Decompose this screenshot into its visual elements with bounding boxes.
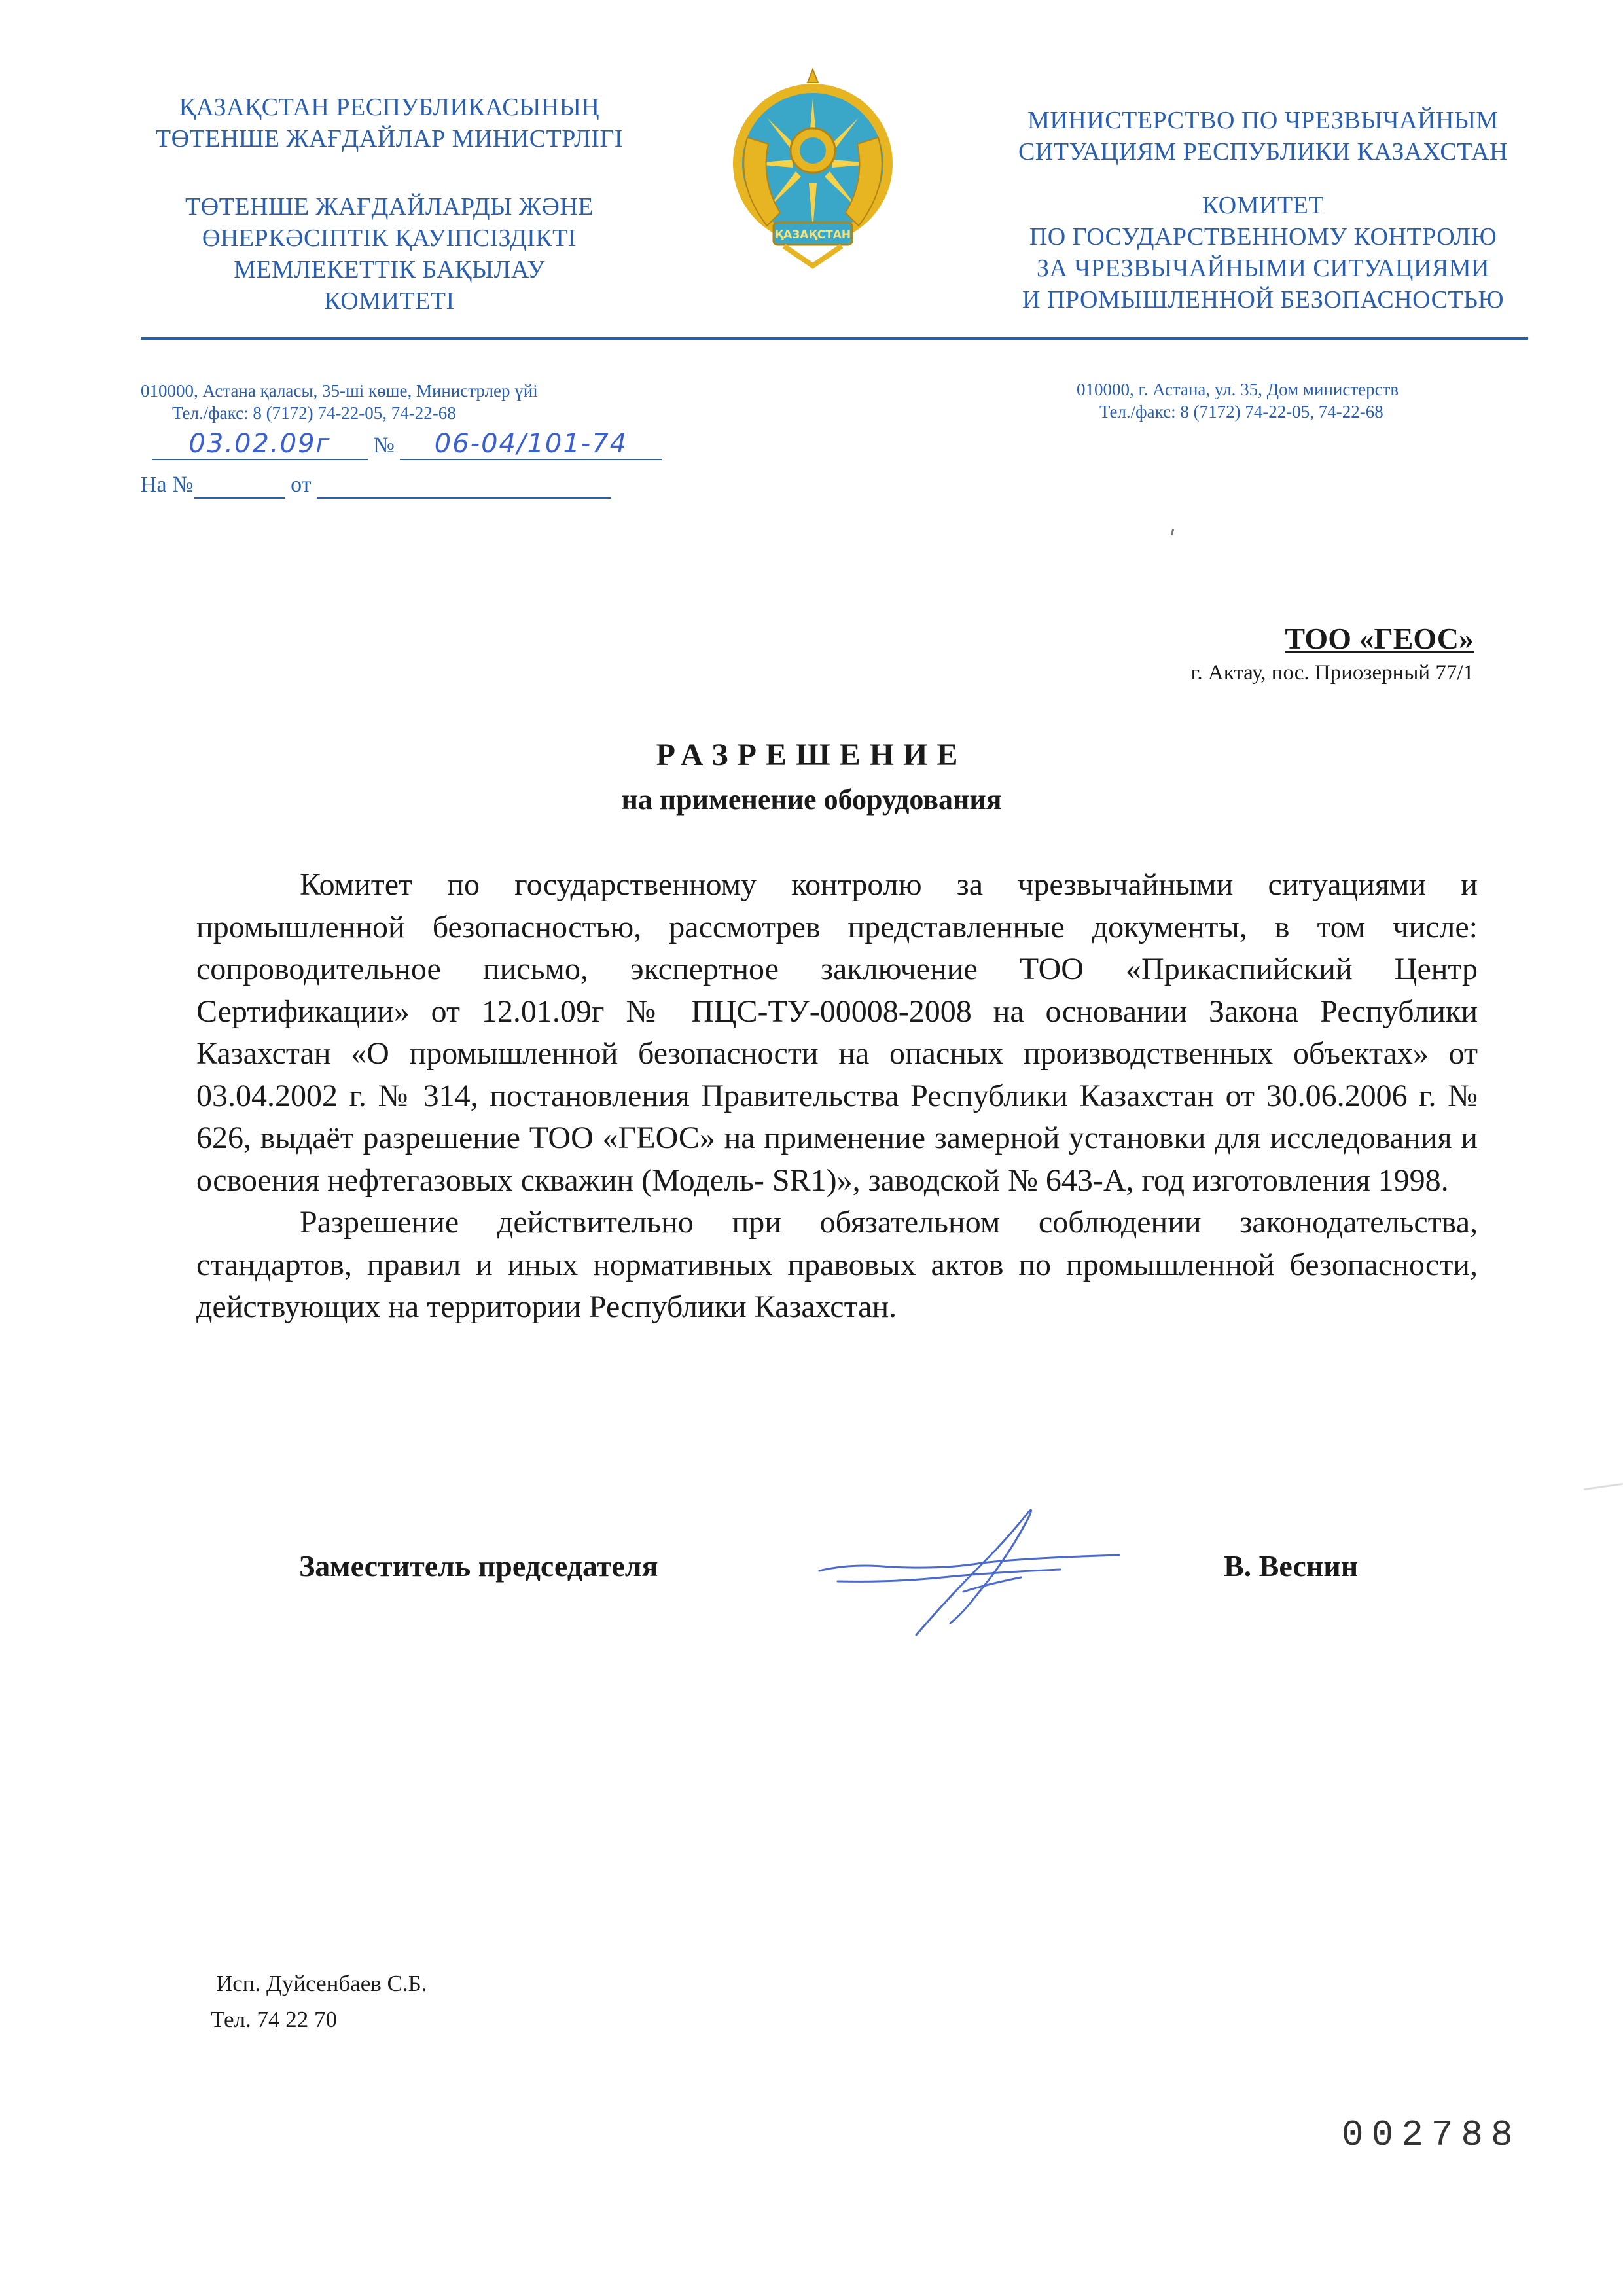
- header-left-committee-line: КОМИТЕТІ: [324, 287, 455, 315]
- document-title: РАЗРЕШЕНИЕ: [656, 738, 967, 772]
- registration-number-field: [400, 429, 662, 460]
- header-left-ministry-line: ҚАЗАҚСТАН РЕСПУБЛИКАСЫНЫҢ: [179, 94, 600, 121]
- header-left-committee-line: ӨНЕРКӘСІПТІК ҚАУІПСІЗДІКТІ: [202, 224, 577, 252]
- header-left-ministry: [118, 92, 661, 154]
- emblem-text: ҚАЗАҚСТАН: [774, 228, 851, 242]
- header-right-committee-line: ПО ГОСУДАРСТВЕННОМУ КОНТРОЛЮ: [1029, 223, 1497, 251]
- scan-edge-mark: [1584, 1483, 1623, 1490]
- serial-number: 002788: [1342, 2114, 1521, 2156]
- address-right-line1: 010000, г. Астана, ул. 35, Дом министерств: [1077, 380, 1399, 399]
- reference-number-blank: [194, 473, 285, 499]
- header-left-ministry-line: ТӨТЕНШЕ ЖАҒДАЙЛАР МИНИСТРЛІГІ: [155, 125, 624, 152]
- registration-date: 03.02.09г: [188, 429, 331, 459]
- header-left-committee-line: МЕМЛЕКЕТТІК БАҚЫЛАУ: [234, 256, 545, 283]
- header-right-committee-line: И ПРОМЫШЛЕННОЙ БЕЗОПАСНОСТЬЮ: [1022, 286, 1505, 314]
- recipient-block: [1191, 620, 1474, 687]
- signatory-position: Заместитель председателя: [299, 1549, 658, 1583]
- document-subtitle: на применение оборудования: [621, 783, 1002, 816]
- body-paragraph-1: Комитет по государственному контролю за чрезвычайными ситуациями и промышленной безопасностью, рассмотрев представленные документы, в том числе: сопроводительное письмо, экспертное заключение ТОО «Прикаспийский Центр Сертификации» от 12.01.09г № ПЦС-ТУ-00008-2008 на основании Закона Республики Казахстан «О промышленной безопасности на опасных производственных объектах» от 03.04.2002 г. № 314, постановления Правительства Республики Казахстан от 30.06.2006 г. № 626, выдаёт разрешение ТОО «ГЕОС» на применение замерной установки для исследования и освоения нефтегазовых скважин (Модель- SR1)», заводской № 643-А, год изготовления 1998.: [196, 867, 1478, 1198]
- header-right-ministry: [991, 105, 1535, 168]
- reference-date-blank: [317, 473, 611, 499]
- header-right-committee-line: ЗА ЧРЕЗВЫЧАЙНЫМИ СИТУАЦИЯМИ: [1037, 255, 1489, 282]
- address-right-line2: Тел./факс: 8 (7172) 74-22-05, 74-22-68: [1099, 402, 1383, 422]
- registration-number-sign: №: [373, 433, 395, 457]
- body-paragraph-2: Разрешение действительно при обязательном соблюдении законодательства, стандартов, правил и иных нормативных правовых актов по промышленной безопасности, действующих на территории Республики Казахстан.: [196, 1205, 1478, 1324]
- scan-speck: [1171, 529, 1174, 535]
- header-right-ministry-line: МИНИСТЕРСТВО ПО ЧРЕЗВЫЧАЙНЫМ: [1027, 107, 1499, 134]
- executor-name: Исп. Дуйсенбаев С.Б.: [216, 1971, 427, 1996]
- registration-outgoing: [152, 429, 662, 460]
- reference-label: На №: [141, 473, 194, 497]
- executor-phone: Тел. 74 22 70: [211, 2007, 338, 2032]
- address-right: [1077, 378, 1399, 423]
- signatory-name: В. Веснин: [1224, 1549, 1359, 1583]
- reference-from-label: от: [291, 473, 312, 497]
- state-emblem-icon: [728, 59, 898, 275]
- header-left-committee-line: ТӨТЕНШЕ ЖАҒДАЙЛАРДЫ ЖӘНЕ: [185, 193, 594, 221]
- document-body: [196, 864, 1478, 1329]
- address-left-line2: Тел./факс: 8 (7172) 74-22-05, 74-22-68: [172, 403, 456, 423]
- header-right-committee: [991, 190, 1535, 315]
- registration-date-field: [152, 429, 368, 460]
- recipient-address: г. Актау, пос. Приозерный 77/1: [1190, 661, 1474, 685]
- header-right-ministry-line: СИТУАЦИЯМ РЕСПУБЛИКИ КАЗАХСТАН: [1018, 138, 1508, 166]
- registration-number: 06-04/101-74: [434, 429, 628, 459]
- address-left: [141, 380, 538, 424]
- recipient-name: ТОО «ГЕОС»: [1285, 622, 1474, 655]
- registration-reference: [141, 473, 611, 499]
- header-divider: [141, 337, 1528, 340]
- header-right-committee-line: КОМИТЕТ: [1202, 192, 1325, 219]
- address-left-line1: 010000, Астана қаласы, 35-ші көше, Министрлер үйі: [141, 381, 538, 401]
- handwritten-signature-icon: [812, 1486, 1152, 1656]
- header-left-committee: [118, 191, 661, 317]
